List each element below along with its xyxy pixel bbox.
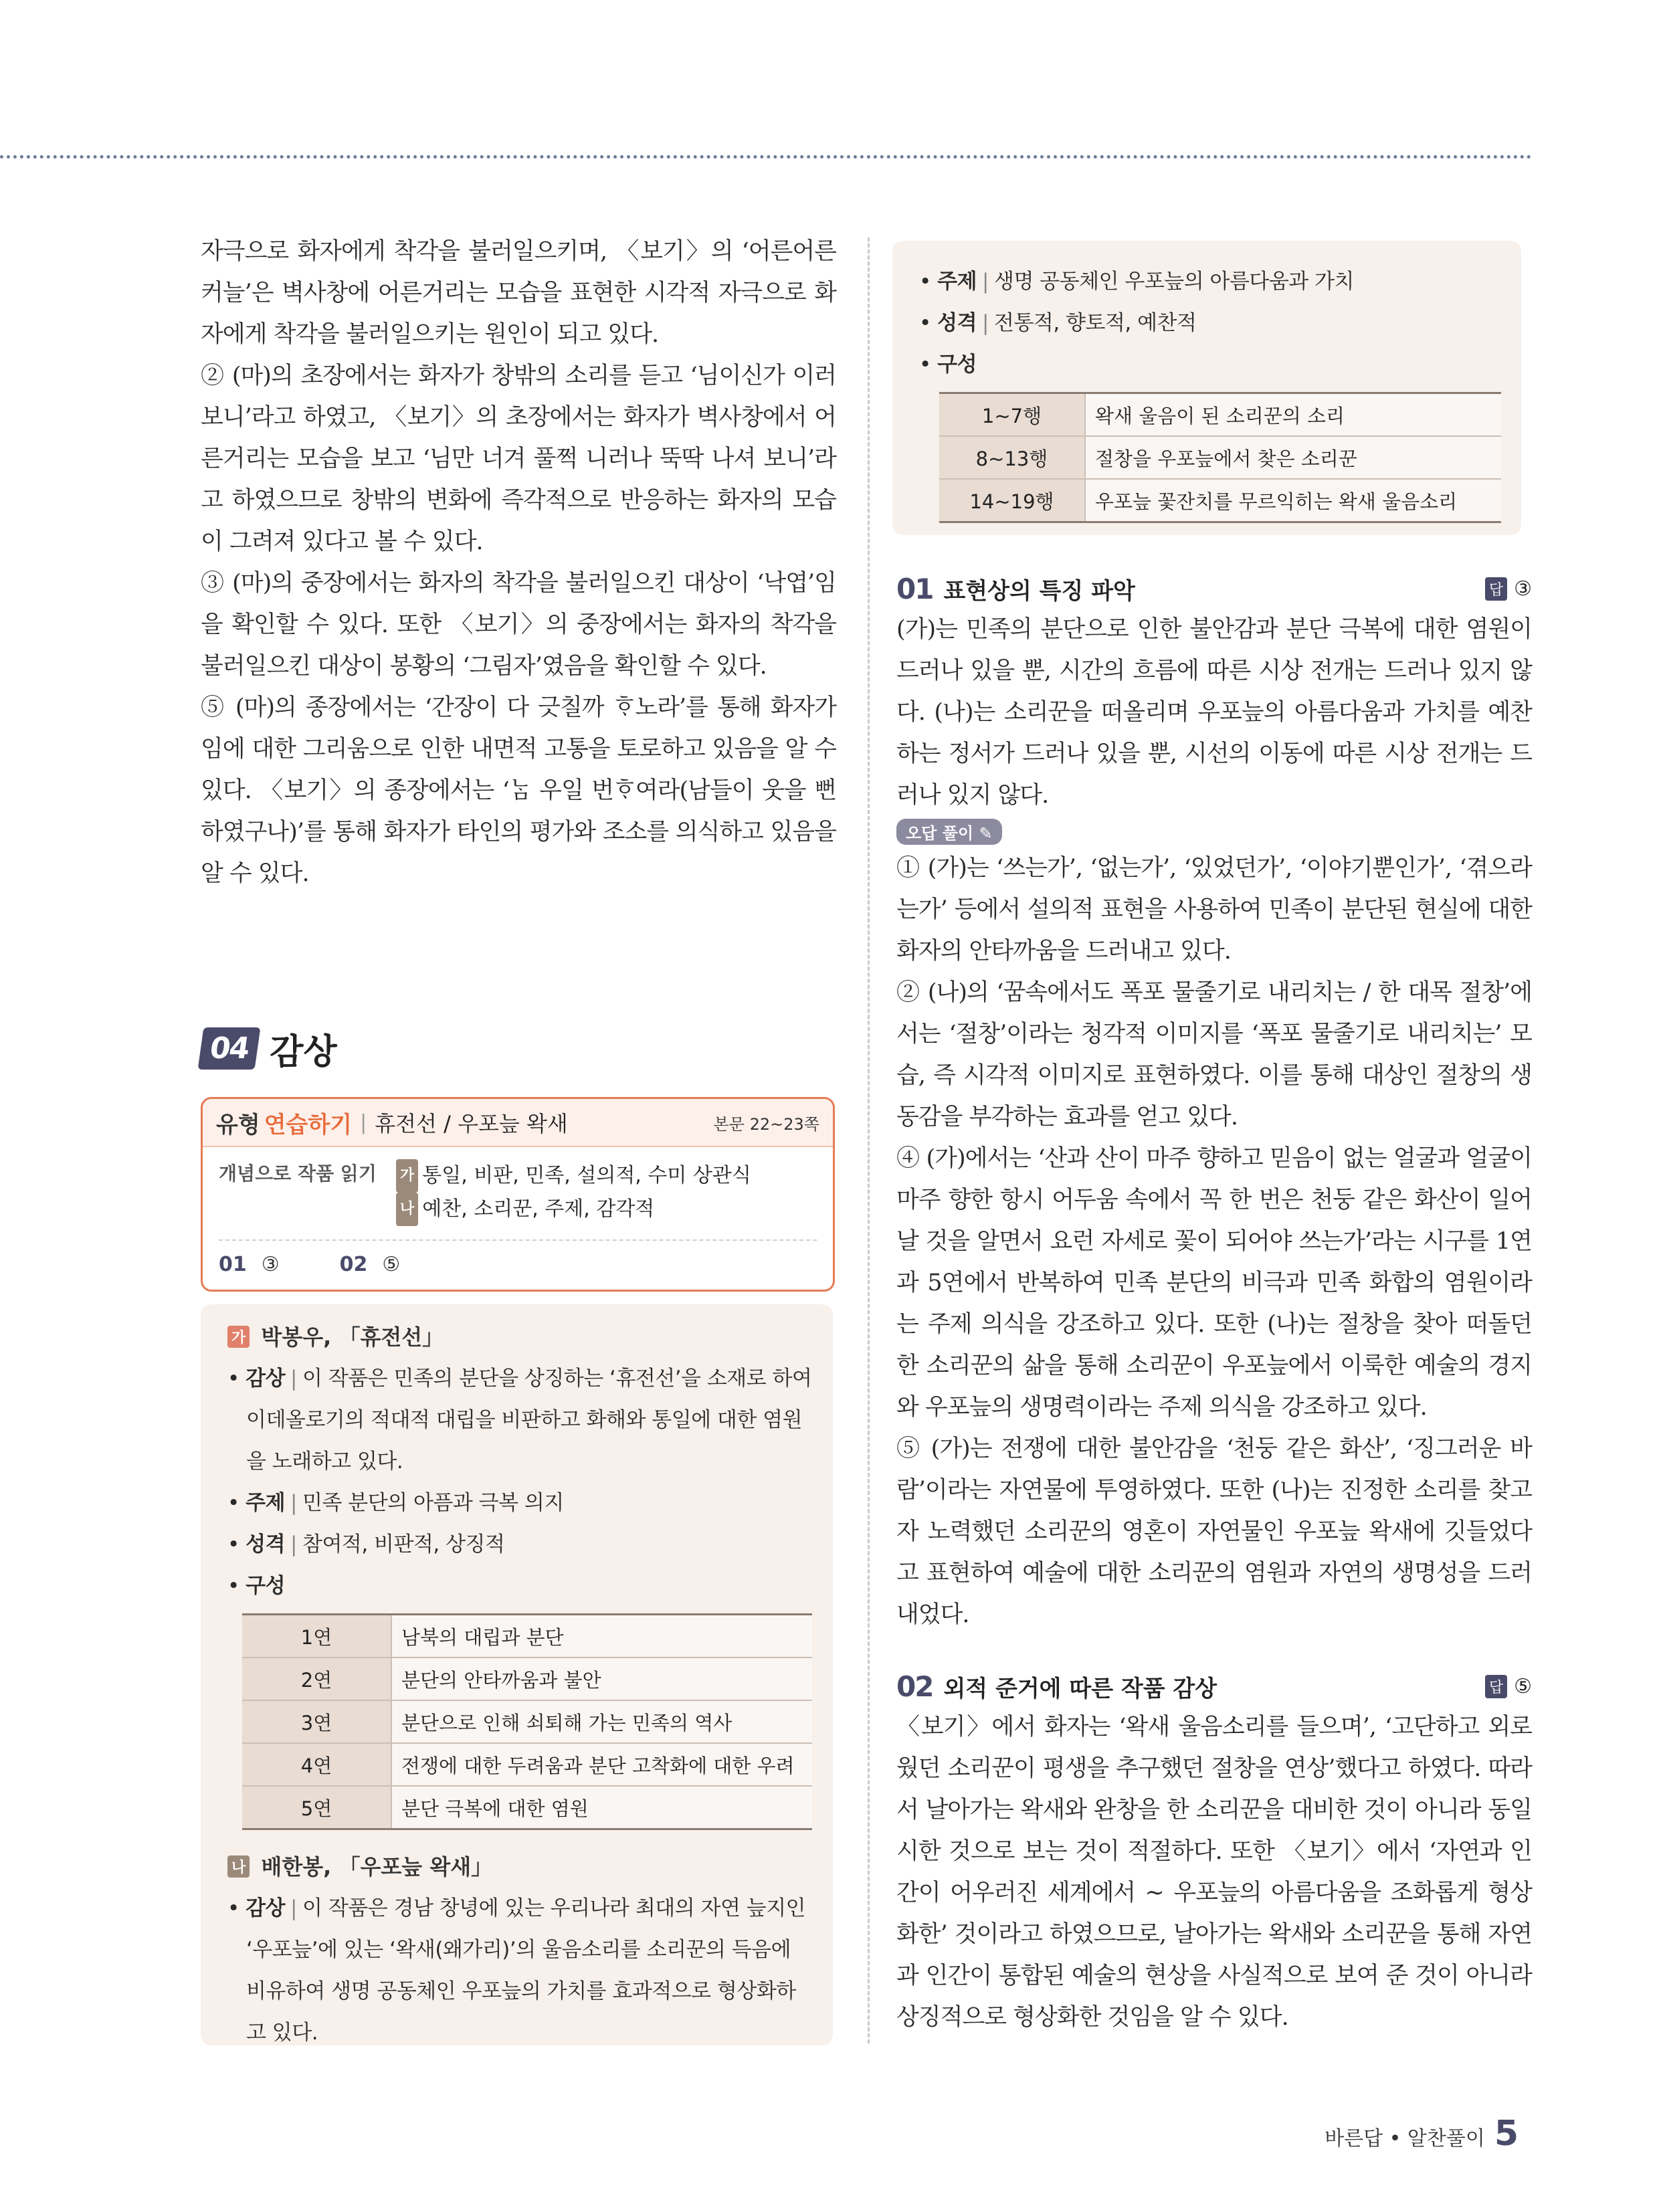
bullet-label: 감상 — [246, 1896, 286, 1920]
concept-text: 예찬, 소리꾼, 주제, 감각적 — [422, 1197, 655, 1221]
wrong-explanation: ⑤ (가)는 전쟁에 대한 불안감을 ‘천둥 같은 화산’, ‘징그러운 바람’이라는 자연물에 투영하였다. 또한 (나)는 진정한 소리를 찾고자 노력했던 소리꾼의 영혼이 자연물인 우포늪 왁새에 깃들었다고 표현하여 예술에 대한 소리꾼의 염원과 자연의 생명성을 드러내었다. — [896, 1435, 1532, 1628]
answer-value: ⑤ — [1514, 1674, 1532, 1698]
structure-part: 1~7행 — [939, 393, 1085, 437]
structure-desc: 전쟁에 대한 두려움과 분단 고착화에 대한 우려 — [391, 1743, 812, 1786]
structure-part: 8~13행 — [939, 436, 1085, 479]
bullet-appreciation: • 감상 | 이 작품은 경남 창녕에 있는 우리나라 최대의 자연 늪지인 ‘우포늪’에 있는 ‘왁새(왜가리)’의 울음소리를 소리꾼의 득음에 비유하여 생명 공동체인 우포늪의 가치를 효과적으로 형상화하고 있다. — [227, 1896, 806, 2045]
question-heading — [896, 1666, 1532, 1706]
structure-part: 2연 — [242, 1657, 391, 1700]
answer-number: 02 — [339, 1253, 368, 1276]
question-number: 01 — [896, 572, 933, 605]
table-row — [242, 1700, 812, 1743]
work-summary-box-continued — [892, 241, 1521, 535]
wrong-explanation: ② (나)의 ‘꿈속에서도 폭포 물줄기로 내리치는 / 한 대목 절창’에서는 ‘절창’이라는 청각적 이미지를 ‘폭포 물줄기로 내리치는’ 모습, 즉 시각적 이미지로 표현하였다. 이를 통해 대상인 절창의 생동감을 부각하는 효과를 얻고 있다. — [896, 979, 1532, 1130]
bullet-structure: • 구성 — [227, 1574, 286, 1598]
bullet-label: 감상 — [246, 1367, 286, 1391]
explanation-text: (가)는 민족의 분단으로 인한 불안감과 분단 극복에 대한 염원이 드러나 있을 뿐, 시간의 흐름에 따른 시상 전개는 드러나 있지 않다. (나)는 소리꾼을 떠올리며 우포늪의 아름다움과 가치를 예찬하는 정서가 드러나 있을 뿐, 시선의 이동에 따른 시상 전개는 드러나 있지 않다. — [896, 616, 1532, 809]
page-number: 5 — [1494, 2114, 1519, 2154]
concept-badge: 나 — [396, 1193, 418, 1226]
work-badge: 나 — [227, 1855, 250, 1878]
table-row — [242, 1657, 812, 1700]
answer-number: 01 — [219, 1253, 247, 1276]
bullet-structure: • 구성 — [919, 353, 977, 377]
bullet-label: 구성 — [246, 1574, 286, 1598]
answer-badge: 답 — [1485, 577, 1507, 601]
practice-header — [203, 1099, 833, 1147]
practice-label: 연습하기 — [264, 1111, 353, 1138]
bullet-text: 전통적, 향토적, 예찬적 — [994, 311, 1197, 335]
structure-table — [939, 392, 1501, 523]
table-row — [939, 436, 1501, 479]
concept-text: 통일, 비판, 민족, 설의적, 수미 상관식 — [422, 1164, 751, 1187]
bullet-text: 이 작품은 민족의 분단을 상징하는 ‘휴전선’을 소재로 하여 이데올로기의 적대적 대립을 비판하고 화해와 통일에 대한 염원을 노래하고 있다. — [246, 1367, 812, 1474]
separator: | — [360, 1110, 367, 1134]
bullet-text: 참여적, 비판적, 상징적 — [302, 1532, 505, 1556]
practice-type-label: 유형 — [216, 1111, 260, 1138]
left-intro-text — [201, 231, 836, 894]
answer-value: ③ — [1514, 577, 1532, 601]
wrong-answer-badge: 오답 풀이 ✎ — [896, 819, 1002, 845]
footer-label: 바른답 • 알찬풀이 — [1325, 2127, 1485, 2150]
structure-part: 4연 — [242, 1743, 391, 1786]
question-number: 02 — [896, 1670, 933, 1703]
table-row — [242, 1743, 812, 1786]
bullet-theme: • 주제 | 민족 분단의 아픔과 극복 의지 — [227, 1491, 564, 1515]
bullet-character: • 성격 | 전통적, 향토적, 예찬적 — [919, 311, 1197, 335]
structure-desc: 절창을 우포늪에서 찾은 소리꾼 — [1085, 436, 1501, 479]
structure-desc: 분단 극복에 대한 염원 — [391, 1786, 812, 1829]
work-title-text: 배한봉, 「우포늪 왁새」 — [261, 1854, 493, 1880]
question-title: 표현상의 특징 파악 — [943, 577, 1135, 605]
paragraph: ⑤ (마)의 종장에서는 ‘간장이 다 긋칠까 ᄒᆞ노라’를 통해 화자가 임에 대한 그리움으로 인한 내면적 고통을 토로하고 있음을 알 수 있다. 〈보기〉의 종장에서는 ‘ᄂᆞᆷ 우일 번ᄒᆞ여라(남들이 웃을 뻔하였구나)’를 통해 화자가 타인의 평가와 조소를 의식하고 있음을 알 수 있다. — [201, 694, 836, 887]
structure-table — [242, 1613, 812, 1830]
wrong-explanation: ④ (가)에서는 ‘산과 산이 마주 향하고 믿음이 없는 얼굴과 얼굴이 마주 향한 항시 어두움 속에서 꼭 한 번은 천둥 같은 화산이 일어날 것을 알면서 요런 자세로 꽃이 되어야 쓰는가’라는 시구를 1연과 5연에서 반복하여 민족 분단의 비극과 민족 화합의 염원이라는 주제 의식을 강조하고 있다. 또한 (나)는 절창을 찾아 떠돌던 한 소리꾼의 삶을 통해 소리꾼이 우포늪에서 이룩한 예술의 경지와 우포늪의 생명력이라는 주제 의식을 강조하고 있다. — [896, 1145, 1532, 1421]
bullet-label: 성격 — [937, 311, 977, 335]
paragraph: 자극으로 화자에게 착각을 불러일으키며, 〈보기〉의 ‘어른어른커늘’은 벽사창에 어른거리는 모습을 표현한 시각적 자극으로 화자에게 착각을 불러일으키는 원인이 되고 있다. — [201, 238, 836, 348]
bullet-appreciation: • 감상 | 이 작품은 민족의 분단을 상징하는 ‘휴전선’을 소재로 하여 이데올로기의 적대적 대립을 비판하고 화해와 통일에 대한 염원을 노래하고 있다. — [227, 1367, 812, 1474]
page-reference: 본문 22~23쪽 — [713, 1114, 819, 1134]
structure-desc: 우포늪 꽃잔치를 무르익히는 왁새 울음소리 — [1085, 479, 1501, 522]
concept-items — [396, 1159, 751, 1226]
paragraph: ③ (마)의 중장에서는 화자의 착각을 불러일으킨 대상이 ‘낙엽’임을 확인할 수 있다. 또한 〈보기〉의 중장에서는 화자의 착각을 불러일으킨 대상이 봉황의 ‘그림자’였음을 확인할 수 있다. — [201, 570, 836, 680]
practice-box — [201, 1097, 835, 1292]
structure-part: 5연 — [242, 1786, 391, 1829]
top-dotted-rule — [0, 155, 1532, 159]
bullet-theme: • 주제 | 생명 공동체인 우포늪의 아름다움과 가치 — [919, 270, 1354, 294]
table-row — [242, 1615, 812, 1658]
work-summary-box — [201, 1304, 833, 2045]
bullet-label: 구성 — [937, 353, 977, 377]
structure-desc: 왁새 울음이 된 소리꾼의 소리 — [1085, 393, 1501, 437]
paragraph: ② (마)의 초장에서는 화자가 창밖의 소리를 듣고 ‘님이신가 이러보니’라고 하였고, 〈보기〉의 초장에서는 화자가 벽사창에서 어른거리는 모습을 보고 ‘님만 너겨 풀쩍 니러나 뚝딱 나셔 보니’라고 하였으므로 창밖의 변화에 즉각적으로 반응하는 화자의 모습이 그려져 있다고 볼 수 있다. — [201, 363, 836, 555]
section-number: 04 — [198, 1027, 261, 1070]
bullet-label: 주제 — [246, 1491, 286, 1515]
answer-tag — [1485, 577, 1532, 601]
bullet-text: 민족 분단의 아픔과 극복 의지 — [302, 1491, 564, 1515]
section-title: 감상 — [270, 1032, 337, 1072]
explanations — [896, 569, 1532, 2038]
work-badge: 가 — [227, 1326, 250, 1348]
question-heading — [896, 569, 1532, 609]
work-title — [227, 1320, 813, 1351]
section-heading — [201, 1023, 337, 1074]
answer-tag — [1485, 1675, 1532, 1698]
answer-value: ③ — [261, 1253, 280, 1276]
answer-value: ⑤ — [382, 1253, 401, 1276]
bullet-character: • 성격 | 참여적, 비판적, 상징적 — [227, 1532, 505, 1556]
concept-label: 개념으로 작품 읽기 — [219, 1163, 377, 1185]
table-row — [242, 1786, 812, 1829]
bullet-label: 성격 — [246, 1532, 286, 1556]
structure-part: 3연 — [242, 1700, 391, 1743]
explanation-text: 〈보기〉에서 화자는 ‘왁새 울음소리를 들으며’, ‘고단하고 외로웠던 소리꾼이 평생을 추구했던 절창을 연상’했다고 하였다. 따라서 날아가는 왁새와 완창을 한 소리꾼을 대비한 것이 아니라 동일시한 것으로 보는 것이 적절하다. 또한 〈보기〉에서 ‘자연과 인간이 어우러진 세계에서 ~ 우포늪의 아름다움을 조화롭게 형상화한’ 것이라고 하였으므로, 날아가는 왁새와 소리꾼을 통해 자연과 인간이 통합된 예술의 현상을 사실적으로 보여 준 것이 아니라 상징적으로 형상화한 것임을 알 수 있다. — [896, 1714, 1532, 2031]
concept-item — [396, 1193, 751, 1226]
bullet-text: 생명 공동체인 우포늪의 아름다움과 가치 — [994, 270, 1354, 294]
work-title-text: 박봉우, 「휴전선」 — [261, 1324, 444, 1350]
concept-item — [396, 1159, 751, 1193]
structure-part: 14~19행 — [939, 479, 1085, 522]
table-row — [939, 393, 1501, 437]
page-footer — [1325, 2114, 1519, 2154]
question-title: 외적 준거에 따른 작품 감상 — [943, 1675, 1217, 1702]
structure-desc: 분단의 안타까움과 불안 — [391, 1657, 812, 1700]
practice-title: 휴전선 / 우포늪 왁새 — [375, 1111, 568, 1136]
structure-desc: 남북의 대립과 분단 — [391, 1615, 812, 1658]
answer-badge: 답 — [1485, 1675, 1507, 1698]
concept-badge: 가 — [396, 1159, 418, 1193]
structure-part: 1연 — [242, 1615, 391, 1658]
structure-desc: 분단으로 인해 쇠퇴해 가는 민족의 역사 — [391, 1700, 812, 1743]
work-title — [227, 1850, 813, 1881]
bullet-label: 주제 — [937, 270, 977, 294]
concept-row — [203, 1147, 833, 1226]
table-row — [939, 479, 1501, 522]
wrong-explanation: ① (가)는 ‘쓰는가’, ‘없는가’, ‘있었던가’, ‘이야기뿐인가’, ‘겪으라는가’ 등에서 설의적 표현을 사용하여 민족이 분단된 현실에 대한 화자의 안타까움을 드러내고 있다. — [896, 855, 1532, 965]
column-divider — [868, 237, 870, 2043]
answer-line — [219, 1239, 817, 1276]
bullet-text: 이 작품은 경남 창녕에 있는 우리나라 최대의 자연 늪지인 ‘우포늪’에 있는 ‘왁새(왜가리)’의 울음소리를 소리꾼의 득음에 비유하여 생명 공동체인 우포늪의 가치를 효과적으로 형상화하고 있다. — [246, 1896, 806, 2045]
